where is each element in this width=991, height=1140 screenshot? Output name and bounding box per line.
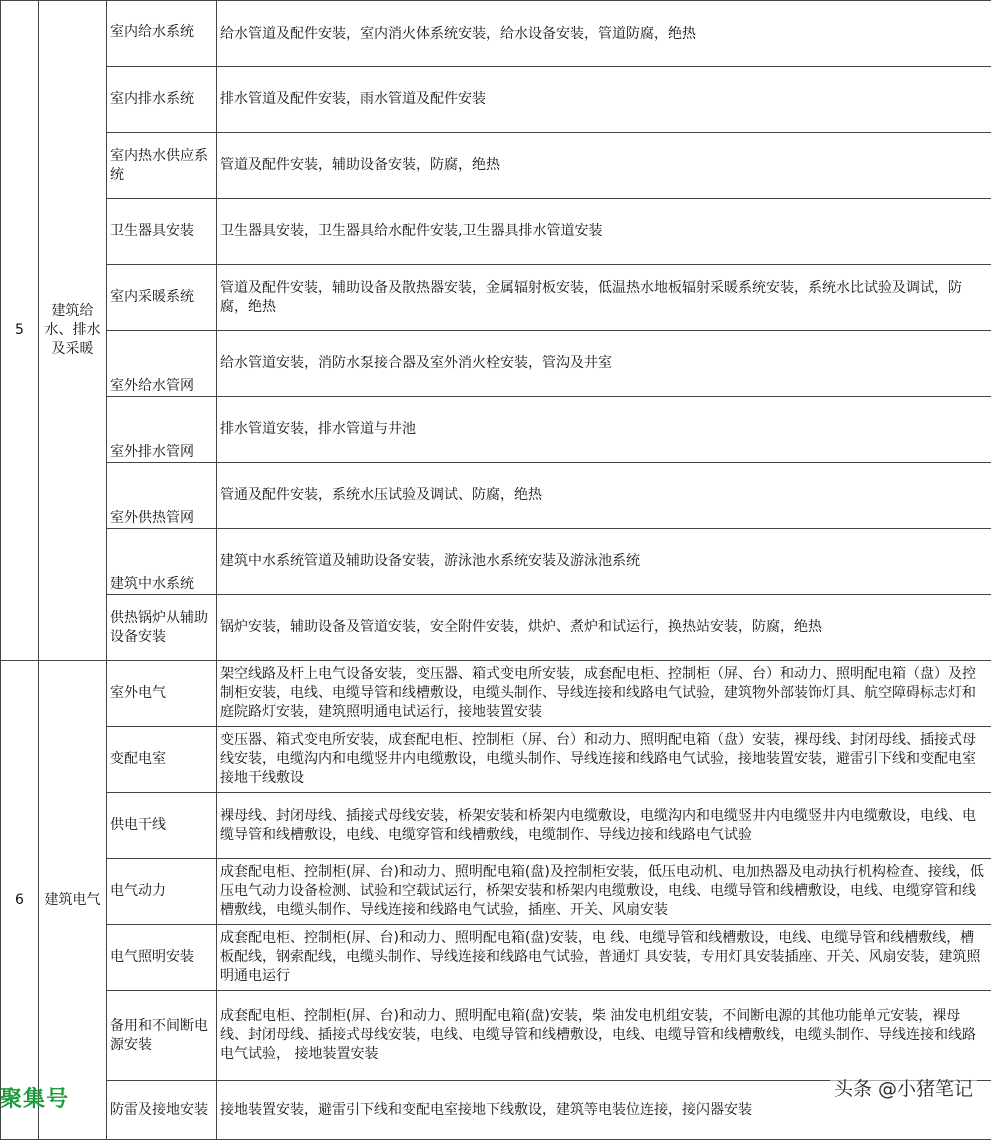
subitem-name: 电气照明安装 <box>107 925 217 991</box>
subitem-content: 架空线路及杆上电气设备安装，变压器、箱式变电所安装，成套配电柜、控制柜（屏、台）和动力、照明配电箱（盘）及控制柜安装，电线、电缆导管和线槽敷设，电缆头制作、导线连接和线路电气试验，建筑物外部装饰灯具、航空障碍标志灯和庭院路灯安装，建筑照明通电试运行，接地装置安装 <box>217 661 991 727</box>
subitem-content: 管道及配件安装，辅助设备安装，防腐，绝热 <box>217 133 991 199</box>
table-row <box>1 793 991 859</box>
subitem-name: 变配电室 <box>107 727 217 793</box>
subitem-name: 室内采暖系统 <box>107 265 217 331</box>
subitem-name: 供热锅炉从辅助设备安装 <box>107 595 217 661</box>
watermark-left: 聚集号 <box>0 1082 69 1113</box>
subitem-name: 室内热水供应系统 <box>107 133 217 199</box>
subitem-content: 管通及配件安装，系统水压试验及调试、防腐，绝热 <box>217 463 991 529</box>
subitem-content: 卫生器具安装，卫生器具给水配件安装,卫生器具排水管道安装 <box>217 199 991 265</box>
subitem-content: 排水管道及配件安装，雨水管道及配件安装 <box>217 67 991 133</box>
subitem-name: 卫生器具安装 <box>107 199 217 265</box>
subitem-name: 室外电气 <box>107 661 217 727</box>
table-row <box>1 529 991 595</box>
subitem-content: 成套配电柜、控制柜(屏、台)和动力、照明配电箱(盘)及控制柜安装，低压电动机、电加热器及电动执行机构检查、接线，低压电气动力设备检测、试验和空载试运行，桥架安装和桥架内电缆敷设，电线、电缆导管和线槽敷设，电线、电缆穿管和线槽敷线，电缆头制作、导线连接和线路电气试验，插座、开关、风扇安装 <box>217 859 991 925</box>
table-row <box>1 397 991 463</box>
section-category: 建筑给水、排水及采暖 <box>39 1 107 661</box>
subitem-name: 备用和不间断电源安装 <box>107 991 217 1081</box>
subitem-content: 成套配电柜、控制柜(屏、台)和动力、照明配电箱(盘)安装，电 线、电缆导管和线槽敷设，电线、电缆导管和线槽敷线，槽板配线，钢索配线，电缆头制作、导线连接和线路电气试验，普通灯 具安装，专用灯具安装插座、开关、风扇安装，建筑照明通电运行 <box>217 925 991 991</box>
subitem-content: 给水管道安装，消防水泵接合器及室外消火栓安装，管沟及井室 <box>217 331 991 397</box>
subitem-content: 接地装置安装，避雷引下线和变配电室接地下线敷设，建筑等电装位连接，接闪器安装 <box>217 1081 991 1140</box>
table-row <box>1 133 991 199</box>
table-row <box>1 463 991 529</box>
table-row <box>1 331 991 397</box>
subitem-content: 排水管道安装，排水管道与井池 <box>217 397 991 463</box>
section-number: 6 <box>1 661 39 1140</box>
subitem-name: 室内给水系统 <box>107 1 217 67</box>
table-row <box>1 661 991 727</box>
subitem-name: 室外给水管网 <box>107 331 217 397</box>
table-row <box>1 265 991 331</box>
table-row <box>1 1 991 67</box>
subitem-name: 室外排水管网 <box>107 397 217 463</box>
subitem-content: 管道及配件安装，辅助设备及散热器安装，金属辐射板安装，低温热水地板辐射采暖系统安装，系统水比试验及调试，防腐，绝热 <box>217 265 991 331</box>
section-category: 建筑电气 <box>39 661 107 1140</box>
subitem-name: 供电干线 <box>107 793 217 859</box>
subitem-content: 成套配电柜、控制柜(屏、台)和动力、照明配电箱(盘)安装，柴 油发电机组安装，不间断电源的其他功能单元安装，裸母线、封闭母线、插接式母线安装，电线、电缆导管和线槽敷设，电线、电缆导管和线槽敷线，电缆头制作、导线连接和线路电气试验， 接地装置安装 <box>217 991 991 1081</box>
table-row <box>1 67 991 133</box>
subitem-name: 电气动力 <box>107 859 217 925</box>
subitem-content: 建筑中水系统管道及辅助设备安装，游泳池水系统安装及游泳池系统 <box>217 529 991 595</box>
subitem-content: 变压器、箱式变电所安装，成套配电柜、控制柜（屏、台）和动力、照明配电箱（盘）安装，裸母线、封闭母线、插接式母线安装，电缆沟内和电缆竖井内电缆敷设，电缆头制作、导线连接和线路电气试验，接地装置安装，避雷引下线和变配电室接地干线敷设 <box>217 727 991 793</box>
table-row <box>1 727 991 793</box>
subitem-content: 锅炉安装，辅助设备及管道安装，安全附件安装，烘炉、煮炉和试运行，换热站安装，防腐，绝热 <box>217 595 991 661</box>
subitem-content: 给水管道及配件安装，室内消火体系统安装，给水设备安装，管道防腐，绝热 <box>217 1 991 67</box>
subitem-name: 建筑中水系统 <box>107 529 217 595</box>
table-row <box>1 925 991 991</box>
watermark-right: 头条 @小猪笔记 <box>830 1074 977 1101</box>
section-number: 5 <box>1 1 39 661</box>
subitem-content: 裸母线、封闭母线、插接式母线安装，桥架安装和桥架内电缆敷设，电缆沟内和电缆竖井内电缆竖井内电缆敷设，电线、电缆导管和线槽敷设，电线、电缆穿管和线槽敷线，电缆制作、导线边接和线路电气试验 <box>217 793 991 859</box>
table-row <box>1 199 991 265</box>
subitem-name: 防雷及接地安装 <box>107 1081 217 1140</box>
subitem-name: 室外供热管网 <box>107 463 217 529</box>
table-row <box>1 859 991 925</box>
table-row <box>1 595 991 661</box>
subitem-name: 室内排水系统 <box>107 67 217 133</box>
table-row <box>1 991 991 1081</box>
